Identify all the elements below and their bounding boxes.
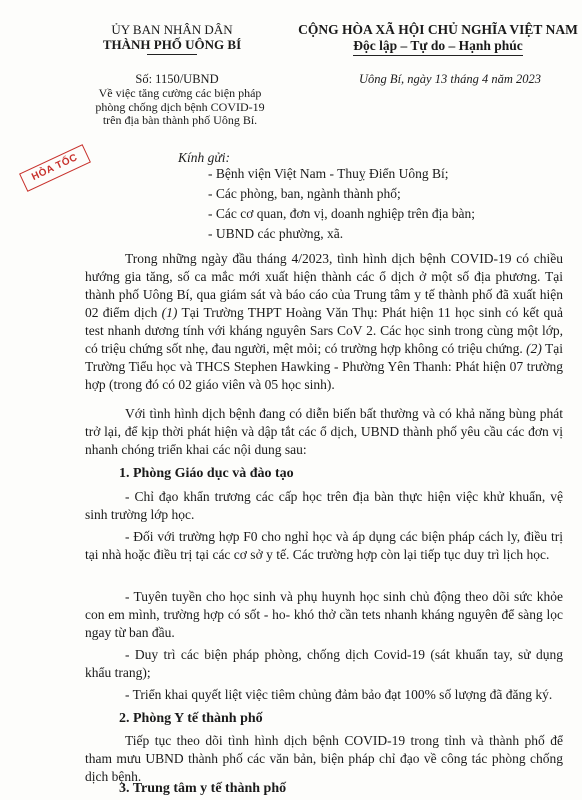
p1-text-b: Tại Trường THPT Hoàng Văn Thụ: Phát hiện 11 học sinh có kết quả test nhanh dương tính với kháng nguyên Sars CoV 2. Các học sinh trong cùng một lớp, có triệu chứng sốt nhẹ, đau người, mệt mỏi; có trường hợp không có triệu chứng.: [85, 305, 563, 356]
p1-text-c: Tại Trường Tiểu học và THCS Stephen Hawking - Phường Yên Thanh: Phát hiện 07 trường hợp (trong đó có 02 giáo viên và 05 học sinh).: [85, 341, 564, 392]
bullet-item: - Tuyên tuyền cho học sinh và phụ huynh học sinh chủ động theo dõi sức khỏe con em mình, trường hợp có sốt - ho- khó thở cần tets nhanh kháng nguyên để sàng lọc ngay từ ban đầu.: [85, 589, 563, 640]
paragraph-health-dept: Tiếp tục theo dõi tình hình dịch bệnh COVID-19 trong tỉnh và thành phố để tham mưu UBND thành phố các văn bản, biện pháp chỉ đạo về công tác phòng chống dịch bệnh.: [85, 733, 563, 784]
national-motto-block: [298, 22, 578, 56]
document-number: Số: 1150/UBND: [135, 72, 219, 86]
nation-title: CỘNG HÒA XÃ HỘI CHỦ NGHĨA VIỆT NAM: [298, 22, 578, 37]
section-heading-2: 2. Phòng Y tế thành phố: [119, 711, 263, 726]
issuer-block: [92, 22, 252, 55]
subject-block: [80, 87, 280, 128]
paragraph-situation: [85, 250, 563, 394]
subject-line: Về việc tăng cường các biện pháp: [98, 86, 262, 100]
urgent-stamp: [19, 144, 91, 192]
issuer-line-2: THÀNH PHỐ UÔNG BÍ: [102, 37, 242, 52]
bullet-item: - Đối với trường hợp F0 cho nghỉ học và áp dụng các biện pháp cách ly, điều trị tại nhà hoặc điều trị tại các cơ sở y tế. Các trường hợp còn lại tiếp tục duy trì lịch học.: [85, 529, 563, 562]
kinh-gui-label: Kính gửi:: [178, 150, 230, 165]
p1-marker-1: (1): [161, 305, 178, 320]
p1-marker-2: (2): [526, 341, 542, 356]
recipient-item: - Các cơ quan, đơn vị, doanh nghiệp trên địa bàn;: [208, 206, 475, 221]
recipient-item: - Bệnh viện Việt Nam - Thuỵ Điển Uông Bí;: [208, 166, 449, 181]
issuer-line-1: ỦY BAN NHÂN DÂN: [111, 22, 233, 37]
motto: Độc lập – Tự do – Hạnh phúc: [353, 37, 523, 53]
bullet-item: - Triển khai quyết liệt việc tiêm chủng đảm bảo đạt 100% số lượng đã đăng ký.: [125, 687, 553, 702]
bullet-item: - Chỉ đạo khẩn trương các cấp học trên địa bàn thực hiện việc khử khuẩn, vệ sinh trường lớp học.: [85, 489, 563, 522]
recipients-block: [178, 150, 230, 166]
motto-underline: [353, 55, 523, 56]
issue-date: Uông Bí, ngày 13 tháng 4 năm 2023: [359, 72, 541, 86]
section-heading-1: 1. Phòng Giáo dục và đào tạo: [119, 466, 294, 481]
paragraph-request: Với tình hình dịch bệnh đang có diễn biến bất thường và có khả năng bùng phát trở lại, để kịp thời phát hiện và dập tắt các ổ dịch, UBND thành phố yêu cầu các đơn vị nhanh chóng triển khai các nội dung sau:: [85, 406, 563, 457]
recipient-item: - Các phòng, ban, ngành thành phố;: [208, 186, 401, 201]
subject-line: trên địa bàn thành phố Uông Bí.: [102, 113, 258, 127]
p1-text-a: Trong những ngày đầu tháng 4/2023, tình hình dịch bệnh COVID-19 có chiều hướng gia tăng, số ca mắc mới xuất hiện thành các ổ dịch ở một số địa phương. Tại thành phố Uông Bí, qua giám sát và báo cáo của Trung tâm y tế thành phố đã xuất hiện 02 điểm dịch: [85, 251, 563, 320]
issuer-underline: [147, 54, 197, 55]
subject-line: phòng chống dịch bệnh COVID-19: [95, 99, 265, 114]
bullet-item: - Duy trì các biện pháp phòng, chống dịch Covid-19 (sát khuẩn tay, sử dụng khẩu trang);: [85, 647, 563, 680]
section-heading-3: 3. Trung tâm y tế thành phố: [119, 781, 287, 796]
stamp-text: HỎA TỐC: [30, 152, 80, 183]
recipient-item: - UBND các phường, xã.: [208, 226, 344, 241]
